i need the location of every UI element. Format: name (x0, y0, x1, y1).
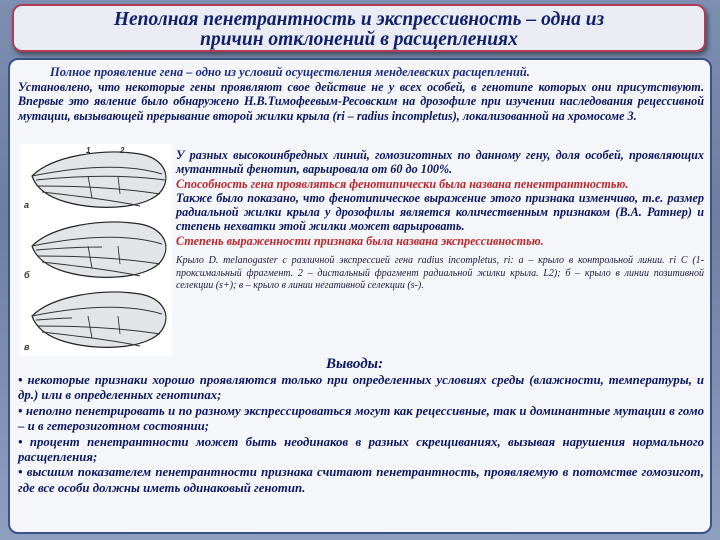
intro-paragraph: Установлено, что некоторые гены проявляют свое действие не у всех особей, в генотипе которых они присутствуют. Впервые это явление было обнаружено Н.В.Тимофеевым-Ресовским на дрозофиле при изучении наследования рецессивной мутации, вызывающей прерывание второй жилки крыла (ri – radius incompletus), локализованной на хромосоме 3. (18, 80, 704, 123)
description-column (176, 148, 704, 293)
figure-caption: Крыло D. melanogaster с различной экспрессией гена radius incompletus, ri: а – крыло в контрольной линии. ri С (1- проксимальный фрагмент. 2 – дистальный фрагмент радиальной жилки крыла. L2); б – крыло в линии позитивной селекции (s+); в – крыло в линии негативной селекции (s-). (176, 255, 704, 292)
conclusions-list (18, 373, 704, 496)
figure-label-c: в (24, 342, 30, 352)
penetrance-definition: Способность гена проявляться фенотипически была названа пенентрантностью. (176, 176, 629, 191)
wing-figure (20, 144, 172, 356)
conclusion-item: • неполно пенетрировать и по разному экспрессироваться могут как рецессивные, так и доминантные мутации в гомо – и в гетерозиготном состоянии; (18, 403, 704, 434)
penetrance-data-paragraph: У разных высокоинбредных линий, гомозиготных по данному гену, доля особей, проявляющих мутантный фенотип, варьировала от 60 до 100%. (176, 148, 704, 177)
vein-number-2: 2 (120, 146, 125, 155)
conclusion-item: • некоторые признаки хорошо проявляются только при определенных условиях среды (влажности, температуры, и др.) или в определенных генотипах; (18, 373, 704, 403)
vein-number-1: 1 (86, 146, 91, 155)
slide-title (12, 4, 706, 52)
expressivity-data-paragraph: Также было показано, что фенотипическое выражение этого признака изменчиво, т.е. размер радиальной жилки крыла у дрозофилы является количественным признаком (В.А. Ратнер) и степень нехватки этой жилки может варьировать. (176, 190, 704, 234)
content-panel (8, 58, 712, 534)
conclusion-item: • высшим показателем пенетрантности признака считают пенетрантность, проявляемую в потомстве гомозигот, где все особи должны иметь одинаковый генотип. (18, 465, 704, 495)
figure-label-b: б (24, 270, 30, 280)
expressivity-definition: Степень выраженности признака была названа экспрессивностью. (176, 233, 544, 248)
title-line-1: Неполная пенетрантность и экспрессивность – одна из (113, 9, 605, 30)
title-line-2: причин отклонений в расщеплениях (200, 29, 518, 50)
intro-heading: Полное проявление гена – одно из условий осуществления менделевских расщеплений. (50, 65, 530, 79)
wing-illustrations (20, 144, 172, 356)
conclusions-title: Выводы: (326, 356, 384, 372)
conclusion-item: • процент пенетрантности может быть неодинаков в разных скрещиваниях, вызывая нарушения нормального расщепления; (18, 434, 704, 465)
figure-label-a: а (24, 200, 30, 210)
